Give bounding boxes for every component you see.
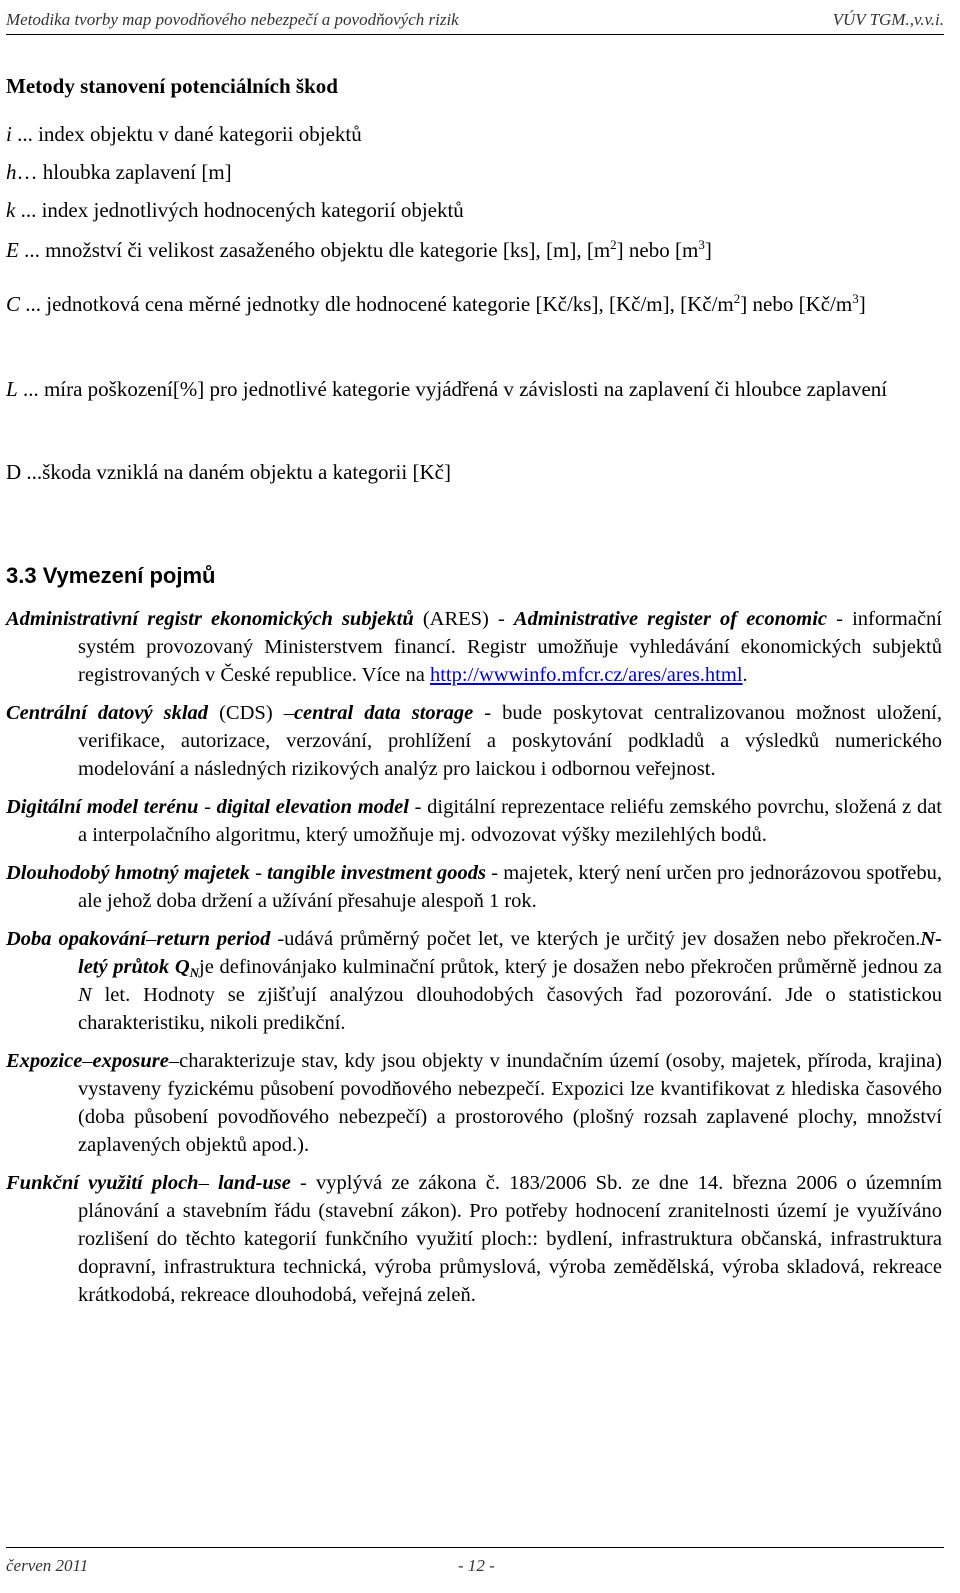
footer-page-number: - 12 - — [458, 1556, 495, 1575]
definitions-list — [6, 605, 942, 1319]
symbol-i: i ... index objektu v dané kategorii objektů — [6, 122, 362, 146]
definition-exposure: Expozice–exposure–charakterizuje stav, kdy jsou objekty v inundačním území (osoby, majetek, příroda, krajina) vystaveny fyzickému působení povodňového nebezpečí. Expozici lze kvantifikovat z hlediska časového (doba působení povodňového nebezpečí) a prostorového (plošný rozsah zaplavené plochy, množství zaplavených objektů apod.). — [6, 1050, 942, 1156]
page-header — [6, 4, 944, 35]
symbol-E: E ... množství či velikost zasaženého objektu dle kategorie [ks], [m], $[m^2]$ nebo $[m^3]$ — [6, 237, 712, 262]
page-footer — [6, 1547, 944, 1588]
definition-land-use: Funkční využití ploch– land-use - vyplývá ze zákona č. 183/2006 Sb. ze dne 14. března 2006 o územním plánování a stavebním řádu (stavební zákon). Pro potřeby hodnocení zranitelnosti území je využíváno rozlišení do těchto kategorií funkčního využití ploch:: bydlení, infrastruktura občanská, infrastruktura dopravní, infrastruktura technická, výroba průmyslová, výroba zemědělská, výroba skladová, rekreace krátkodobá, rekreace dlouhodobá, veřejná zeleň. — [6, 1172, 943, 1306]
section-title: Metody stanovení potenciálních škod — [6, 74, 338, 98]
heading-definitions: 3.3 Vymezení pojmů — [6, 563, 216, 588]
definition-dmt: Digitální model terénu - digital elevation model - digitální reprezentace reliéfu zemského povrchu, složená z dat a interpolačního algoritmu, který umožňuje mj. odvozovat výšky mezilehlých bodů. — [6, 796, 942, 846]
footer-date: červen 2011 — [6, 1556, 89, 1575]
definition-ares: Administrativní registr ekonomických subjektů (ARES) - Administrative register of economic - informační systém provozovaný Ministerstvem financí. Registr umožňuje vyhledávání ekonomických subjektů registrovaných v České republice. Více na http://wwwinfo.mfcr.cz/ares/ares.html. — [6, 608, 943, 686]
symbol-L: L ... míra poškození[%] pro jednotlivé kategorie vyjádřená v závislosti na zaplavení či hloubce zaplavení — [6, 377, 888, 401]
definition-return-period: Doba opakování–return period -udává průměrný počet let, ve kterých je určitý jev dosažen nebo překročen.N-letý průtok $Q_Nje$ definovánjako kulminační průtok, který je dosažen nebo překročen průměrně jednou za N let. Hodnoty se zjišťují analýzou dlouhodobých časových řad pozorování. Jde o statistickou charakteristiku, nikoli predikční. — [6, 928, 943, 1034]
definition-dhm: Dlouhodobý hmotný majetek - tangible investment goods - majetek, který není určen pro jednorázovou spotřebu, ale jehož doba držení a užívání přesahuje alespoň 1 rok. — [6, 862, 942, 912]
header-institution: VÚV TGM.,v.v.i. — [832, 10, 944, 29]
ares-link[interactable]: http://wwwinfo.mfcr.cz/ares/ares.html — [429, 664, 743, 686]
definition-cds: Centrální datový sklad (CDS) –central data storage - bude poskytovat centralizovanou možnost uložení, verifikace, autorizace, verzování, prohlížení a poskytování podkladů a výsledků numerického modelování a následných rizikových analýz pro laickou i odbornou veřejnost. — [6, 702, 942, 780]
symbol-C: C ... jednotková cena měrné jednotky dle hodnocené kategorie [Kč/ks], [Kč/m], $[Kč/m^2]$ nebo $[Kč/m^3]$ — [6, 291, 866, 316]
header-document-title: Metodika tvorby map povodňového nebezpečí a povodňových rizik — [6, 10, 459, 29]
symbol-h: h… hloubka zaplavení [m] — [6, 160, 232, 184]
symbol-k: k ... index jednotlivých hodnocených kategorií objektů — [6, 198, 464, 222]
symbol-D: D ...škoda vzniklá na daném objektu a kategorii [Kč] — [6, 460, 451, 484]
